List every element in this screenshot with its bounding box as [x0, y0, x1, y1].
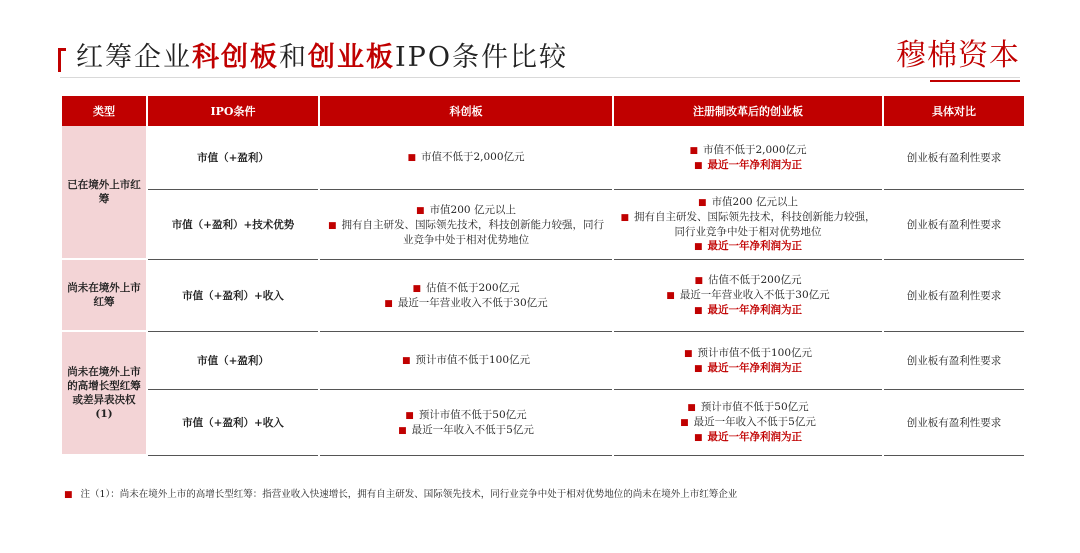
group-listed-overseas: 已在境外上市红筹	[62, 126, 146, 260]
header-kcb: 科创板	[320, 96, 612, 126]
kcb-cell	[320, 332, 612, 390]
bullet-icon: ■	[683, 348, 693, 359]
cyb-item	[618, 143, 878, 158]
title-part: 和	[279, 42, 308, 73]
kcb-item	[324, 408, 608, 423]
bullet-icon: ■	[398, 425, 407, 436]
title-part: 红筹企业	[76, 42, 192, 73]
kcb-cell	[320, 126, 612, 190]
cyb-text: 最近一年收入不低于5亿元	[693, 416, 816, 428]
bullet-icon: ■	[666, 291, 675, 301]
bullet-icon: ■	[407, 153, 416, 163]
cyb-highlight	[618, 158, 878, 173]
cyb-text: 拥有自主研发、国际领先技术，科技创新能力较强，同行业竞争中处于相对优势地位	[634, 211, 876, 238]
bullet-icon: ■	[327, 220, 337, 231]
bullet-icon: ■	[384, 298, 393, 309]
bullet-icon: ■	[620, 213, 629, 223]
cyb-highlight-text: 最近一年净利润为正	[707, 158, 802, 171]
bullet-icon: ■	[693, 242, 703, 252]
cyb-item	[618, 346, 878, 361]
bullet-icon: ■	[693, 363, 703, 374]
ipo-condition: 市值（+盈利）	[148, 332, 318, 390]
kcb-text: 估值不低于200亿元	[425, 281, 520, 294]
table-row	[62, 126, 1024, 190]
cyb-item	[618, 415, 878, 430]
ipo-condition: 市值（+盈利）+收入	[148, 390, 318, 456]
cyb-cell	[614, 332, 882, 390]
bullet-icon: ■	[693, 160, 703, 171]
cyb-item	[618, 210, 878, 239]
cyb-cell	[614, 190, 882, 260]
ipo-condition: 市值（+盈利）+收入	[148, 260, 318, 332]
kcb-item	[324, 281, 608, 296]
cyb-text: 预计市值不低于100亿元	[697, 346, 813, 359]
cyb-highlight	[618, 303, 878, 318]
cyb-cell	[614, 390, 882, 456]
comparison-cell: 创业板有盈利性要求	[884, 332, 1024, 390]
bullet-icon: ■	[693, 306, 703, 316]
bullet-icon: ■	[64, 490, 73, 500]
divider	[60, 77, 1020, 78]
ipo-condition: 市值（+盈利）+技术优势	[148, 190, 318, 260]
bullet-icon: ■	[694, 276, 703, 286]
comparison-cell: 创业板有盈利性要求	[884, 260, 1024, 332]
bullet-icon: ■	[401, 356, 411, 366]
cyb-item	[618, 195, 878, 210]
footnote	[64, 486, 737, 500]
table-row	[62, 332, 1024, 390]
footnote-text: 注（1）：尚未在境外上市的高增长型红筹：指营业收入快速增长，拥有自主研发、国际领先技术，同行业竞争中处于相对优势地位的尚未在境外上市红筹企业	[80, 489, 738, 500]
cyb-highlight-text: 最近一年净利润为正	[707, 431, 802, 443]
bullet-icon: ■	[416, 205, 425, 216]
cyb-text: 最近一年营业收入不低于30亿元	[679, 289, 830, 301]
kcb-text: 最近一年营业收入不低于30亿元	[397, 296, 548, 309]
cyb-highlight	[618, 430, 878, 445]
cyb-highlight	[618, 361, 878, 376]
kcb-text: 最近一年收入不低于5亿元	[411, 423, 534, 436]
kcb-item	[324, 150, 608, 165]
table-row	[62, 260, 1024, 332]
bullet-icon: ■	[405, 410, 414, 421]
comparison-cell: 创业板有盈利性要求	[884, 390, 1024, 456]
title-highlight-kcb: 科创板	[192, 42, 279, 73]
title-accent-bar	[58, 48, 66, 72]
table-row	[62, 390, 1024, 456]
bullet-icon: ■	[687, 403, 696, 413]
comparison-cell: 创业板有盈利性要求	[884, 190, 1024, 260]
table-row	[62, 190, 1024, 260]
bullet-icon: ■	[412, 283, 421, 294]
kcb-text: 市值200 亿元以上	[429, 203, 516, 216]
kcb-text: 预计市值不低于100亿元	[415, 354, 531, 366]
brand-underline	[930, 80, 1020, 82]
cyb-text: 市值200 亿元以上	[711, 196, 798, 208]
title-part: IPO条件比较	[395, 42, 568, 73]
table-header-row	[62, 96, 1024, 126]
comparison-table	[60, 96, 1026, 456]
kcb-item	[324, 353, 608, 368]
comparison-cell: 创业板有盈利性要求	[884, 126, 1024, 190]
bullet-icon: ■	[689, 145, 698, 156]
group-not-listed: 尚未在境外上市红筹	[62, 260, 146, 332]
brand-logo: 穆棉资本	[896, 38, 1020, 73]
cyb-cell	[614, 126, 882, 190]
kcb-text: 预计市值不低于50亿元	[418, 408, 527, 421]
kcb-item	[324, 218, 608, 247]
cyb-item	[618, 400, 878, 415]
cyb-item	[618, 273, 878, 288]
header-type: 类型	[62, 96, 146, 126]
cyb-highlight-text: 最近一年净利润为正	[707, 361, 802, 374]
kcb-item	[324, 203, 608, 218]
kcb-text: 拥有自主研发、国际领先技术，科技创新能力较强，同行业竞争中处于相对优势地位	[341, 218, 604, 246]
cyb-highlight-text: 最近一年净利润为正	[707, 240, 802, 252]
page-title	[76, 40, 568, 76]
cyb-cell	[614, 260, 882, 332]
cyb-item	[618, 288, 878, 303]
cyb-highlight	[618, 239, 878, 254]
cyb-highlight-text: 最近一年净利润为正	[707, 304, 802, 316]
kcb-item	[324, 423, 608, 438]
bullet-icon: ■	[698, 198, 707, 208]
ipo-condition: 市值（+盈利）	[148, 126, 318, 190]
header-cyb: 注册制改革后的创业板	[614, 96, 882, 126]
cyb-text: 估值不低于200亿元	[707, 274, 802, 286]
kcb-item	[324, 296, 608, 311]
header-comparison: 具体对比	[884, 96, 1024, 126]
kcb-cell	[320, 190, 612, 260]
group-high-growth: 尚未在境外上市的高增长型红筹或差异表决权(1)	[62, 332, 146, 456]
header-ipo-condition: IPO条件	[148, 96, 318, 126]
cyb-text: 预计市值不低于50亿元	[700, 401, 809, 413]
bullet-icon: ■	[680, 418, 689, 428]
kcb-text: 市值不低于2,000亿元	[420, 151, 525, 163]
bullet-icon: ■	[693, 433, 703, 443]
cyb-text: 市值不低于2,000亿元	[702, 143, 807, 156]
kcb-cell	[320, 260, 612, 332]
title-highlight-cyb: 创业板	[308, 42, 395, 73]
kcb-cell	[320, 390, 612, 456]
